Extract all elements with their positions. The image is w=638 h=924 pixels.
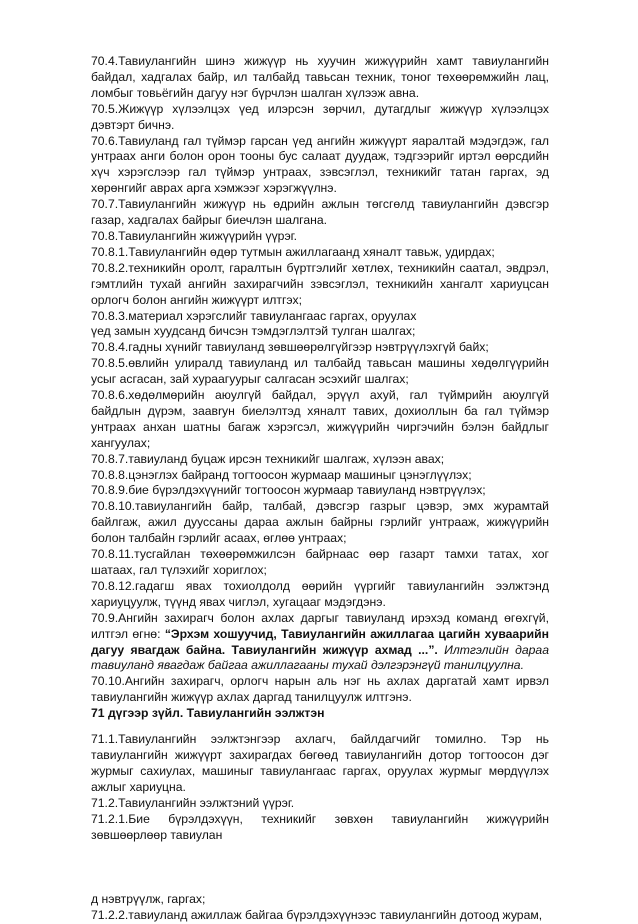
paragraph-71-2: 71.2.Тавиулангийн ээлжтэний үүрэг. [91, 795, 295, 810]
paragraph-70-8-8: 70.8.8.цэнэглэх байранд тогтоосон журмаар машиныг цэнэглүүлэх; [91, 467, 472, 482]
document-page [91, 54, 549, 924]
paragraph-70-8-1: 70.8.1.Тавиулангийн өдөр тутмын ажиллагаанд хяналт тавьж, удирдах; [91, 244, 495, 259]
paragraph-71-2-1-cont: д нэвтрүүлж, гаргах; [91, 892, 206, 907]
paragraph-70-4: 70.4.Тавиулангийн шинэ жижүүр нь хуучин жижүүрийн хамт тавиулангийн байдал, хадгалах байр, ил талбайд тавьсан техник, тоног төхөөрөмжийн лац, ломбыг товьёгийн дагуу нэг бүрчлэн шалган хүлээж авна. [91, 54, 549, 100]
paragraph-70-9-lead: 70.9.Ангийн захирагч болон ахлах даргыг тавиуланд ирэхэд команд өгөхгүй, илтгэл өгнө: [91, 610, 549, 641]
paragraph-70-6: 70.6.Тавиуланд гал түймэр гарсан үед ангийн жижүүрт яаралтай мэдэгдэж, гал унтраах анги болон орон тооны бус салаат дуудаж, тэдгээрийг иртэл өөрсдийн хүч хэрэгслээр гал түймэр унтраах, зэвсэглэл, техникийг татан гаргах, эд хөрөнгийг аврах арга хэмжээг хэрэгжүүлнэ. [91, 133, 549, 196]
paragraph-70-7: 70.7.Тавиулангийн жижүүр нь өдрийн ажлын төгсгөлд тавиулангийн дэвсгэр газар, хадгалах байрыг биечлэн шалгана. [91, 197, 549, 228]
spacer [91, 722, 549, 732]
paragraph-70-8-9: 70.8.9.бие бүрэлдэхүүнийг тогтоосон журмаар тавиуланд нэвтрүүлэх; [91, 483, 486, 498]
section-heading-71: 71 дүгээр зүйл. Тавиулангийн ээлжтэн [91, 706, 325, 721]
spacer [91, 843, 549, 892]
paragraph-70-8: 70.8.Тавиулангийн жижүүрийн үүрэг. [91, 228, 298, 243]
paragraph-70-8-4: 70.8.4.гадны хүнийг тавиуланд зөвшөөрөлгүйгээр нэвтрүүлэхгүй байх; [91, 340, 489, 355]
paragraph-70-10: 70.10.Ангийн захирагч, орлогч нарын аль нэг нь ахлах даргатай хамт ирвэл тавиулангийн жижүүр ахлах даргад танилцуулж илтгэнэ. [91, 674, 549, 705]
paragraph-70-8-3-cont: үед замын хуудсанд бичсэн тэмдэглэлтэй тулган шалгах; [91, 324, 416, 339]
paragraph-70-8-6: 70.8.6.хөдөлмөрийн аюулгүй байдал, эрүүл ахуй, гал түймрийн аюулгүй байдлын дүрэм, заавryн биелэлтэд хяналт тавих, дохиоллын ба гал түймэр унтраах анхан шатны багаж хэрэгсэл, жижүүрийн чиргэчийн бэлэн байдлыг хангуулах; [91, 388, 549, 450]
paragraph-70-8-10: 70.8.10.тавиулангийн байр, талбай, дэвсгэр газрыг цэвэр, эмх журамтай байлгаж, ажил дууссаны дараа ажлын байрны гэрлийг унтрааж, жижүүрийн болон талбайн гэрлийг асаах, өглөө унтраах; [91, 499, 549, 546]
paragraph-70-9-rest: Илтгэлийн дараа тавиуланд явагдаж байгаа ажиллагааны тухай дэлгэрэнгүй танилцуулна. [91, 642, 549, 673]
paragraph-71-2-2: 71.2.2.тавиуланд ажиллаж байгаа бүрэлдэхүүнээс тавиулангийн дотоод журам, [91, 908, 543, 923]
paragraph-70-9 [91, 611, 549, 675]
paragraph-70-8-11: 70.8.11.тусгайлан төхөөрөмжилсэн байрнаас өөр газарт тамхи татах, хог шатаах, гал түлэхийг хориглох; [91, 547, 549, 577]
paragraph-70-8-3: 70.8.3.материал хэрэгслийг тавиулангаас гаргах, оруулах [91, 308, 417, 323]
paragraph-70-8-5: 70.8.5.өвлийн улиралд тавиуланд ил талбайд тавьсан машины хөдөлгүүрийн усыг асгасан, зай хураагуурыг салгасан эсэхийг шалгах; [91, 356, 549, 387]
paragraph-71-1: 71.1.Тавиулангийн ээлжтэнгээр ахлагч, байлдагчийг томилно. Тэр нь тавиулангийн жижүүрт захирагдах бөгөөд тавиулангийн дотор тогтоосон дэг журмыг сахиулах, машиныг тавиулангаас гаргах, оруулах журмыг мөрдүүлэх ажлыг хариуцна. [91, 732, 549, 794]
paragraph-70-9-quote: “Эрхэм хошуучид, Тавиулангийн ажиллагаа цагийн хуваарийн дагуу явагдаж байна. Тавиулангийн жижүүр ахмад ...”. [91, 626, 549, 657]
paragraph-70-5: 70.5.Жижүүр хүлээлцэх үед илэрсэн зөрчил, дутагдлыг жижүүр хүлээлцэх дэвтэрт бичнэ. [91, 101, 549, 132]
paragraph-71-2-1: 71.2.1.Бие бүрэлдэхүүн, техникийг зөвхөн тавиулангийн жижүүрийн зөвшөөрлөөр тавиулан [91, 811, 549, 842]
paragraph-70-8-12: 70.8.12.гадагш явах тохиолдолд өөрийн үүргийг тавиулангийн ээлжтэнд хариуцуулж, түүнд явах чиглэл, хугацааг мэдэгдэнэ. [91, 578, 549, 609]
paragraph-70-8-7: 70.8.7.тавиуланд буцаж ирсэн техникийг шалгаж, хүлээн авах; [91, 451, 445, 466]
paragraph-70-8-2: 70.8.2.техникийн оролт, гаралтын бүртгэлийг хөтлөх, техникийн саатал, эвдрэл, гэмтлийн тухай ангийн захирагчийн зэвсэглэл, техникийн хангалт хариуцсан орлогч болон ангийн жижүүрт илтгэх; [91, 260, 549, 307]
